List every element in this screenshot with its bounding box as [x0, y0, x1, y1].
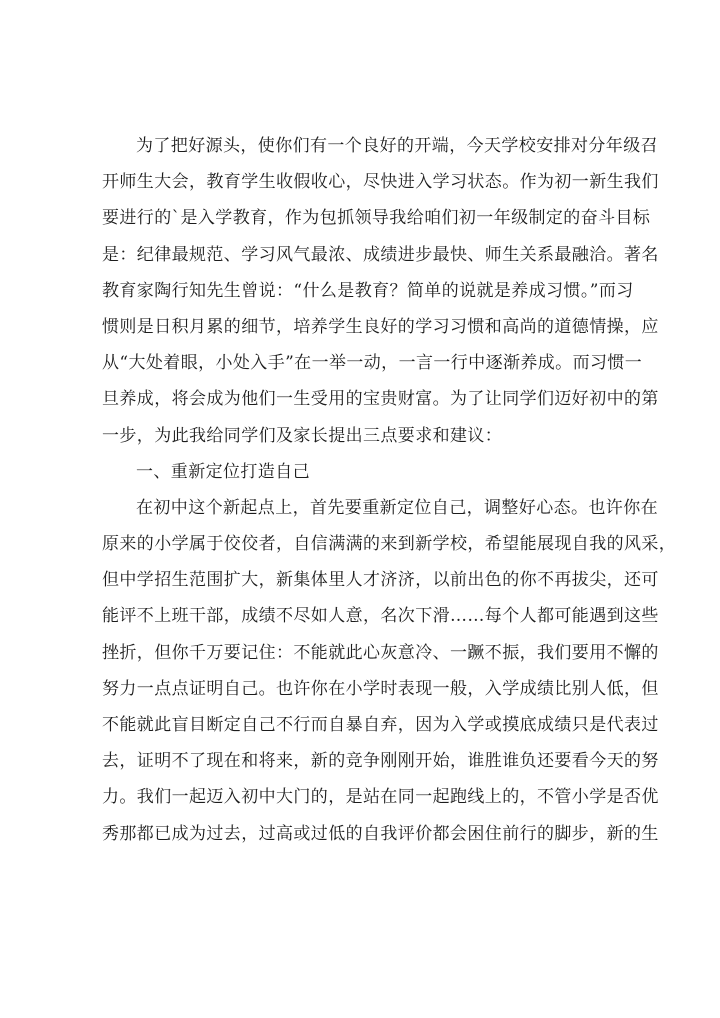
paragraph-1-line-5: 教育家陶行知先生曾说：“什么是教育？简单的说就是养成习惯。”而习	[102, 280, 634, 301]
paragraph-2-line-3: 但中学招生范围扩大，新集体里人才济济，以前出色的你不再拔尖，还可	[102, 570, 659, 591]
paragraph-2-line-1: 在初中这个新起点上，首先要重新定位自己，调整好心态。也许你在	[136, 497, 658, 518]
paragraph-1-line-1: 为了把好源头，使你们有一个良好的开端，今天学校安排对分年级召	[136, 136, 658, 156]
paragraph-1-line-3: 要进行的`是入学教育，作为包抓领导我给咱们初一年级制定的奋斗目标	[102, 208, 651, 229]
paragraph-2-line-6: 努力一点点证明自己。也许你在小学时表现一般，入学成绩比别人低，但	[102, 678, 659, 699]
paragraph-2-line-10: 秀那都已成为过去，过高或过低的自我评价都会困住前行的脚步，新的生	[102, 823, 659, 844]
paragraph-2-line-8: 去，证明不了现在和将来，新的竞争刚刚开始，谁胜谁负还要看今天的努	[102, 751, 659, 772]
paragraph-1-line-6: 惯则是日积月累的细节，培养学生良好的学习习惯和高尚的道德情操，应	[102, 316, 659, 337]
section-heading: 一、重新定位打造自己	[136, 461, 310, 482]
paragraph-2-line-5: 挫折，但你千万要记住：不能就此心灰意冷、一蹶不振，我们要用不懈的	[102, 642, 659, 663]
paragraph-1-line-8: 旦养成，将会成为他们一生受用的宝贵财富。为了让同学们迈好初中的第	[102, 389, 659, 410]
paragraph-2-line-7: 不能就此盲目断定自己不行而自暴自弃，因为入学或摸底成绩只是代表过	[102, 715, 659, 735]
paragraph-1-line-9: 一步，为此我给同学们及家长提出三点要求和建议：	[102, 425, 503, 446]
paragraph-1-line-4: 是：纪律最规范、学习风气最浓、成绩进步最快、师生关系最融洽。著名	[102, 244, 659, 265]
paragraph-2-line-4: 能评不上班干部，成绩不尽如人意，名次下滑……每个人都可能遇到这些	[102, 606, 659, 627]
paragraph-1-line-7: 从“大处着眼，小处入手”在一举一动，一言一行中逐渐养成。而习惯一	[102, 353, 643, 374]
document-body	[102, 128, 677, 852]
paragraph-1-line-2: 开师生大会，教育学生收假收心，尽快进入学习状态。作为初一新生我们	[102, 172, 659, 193]
paragraph-2-line-2: 原来的小学属于佼佼者，自信满满的来到新学校，希望能展现自我的风采，	[102, 534, 677, 555]
paragraph-2-line-9: 力。我们一起迈入初中大门的，是站在同一起跑线上的，不管小学是否优	[102, 787, 659, 808]
